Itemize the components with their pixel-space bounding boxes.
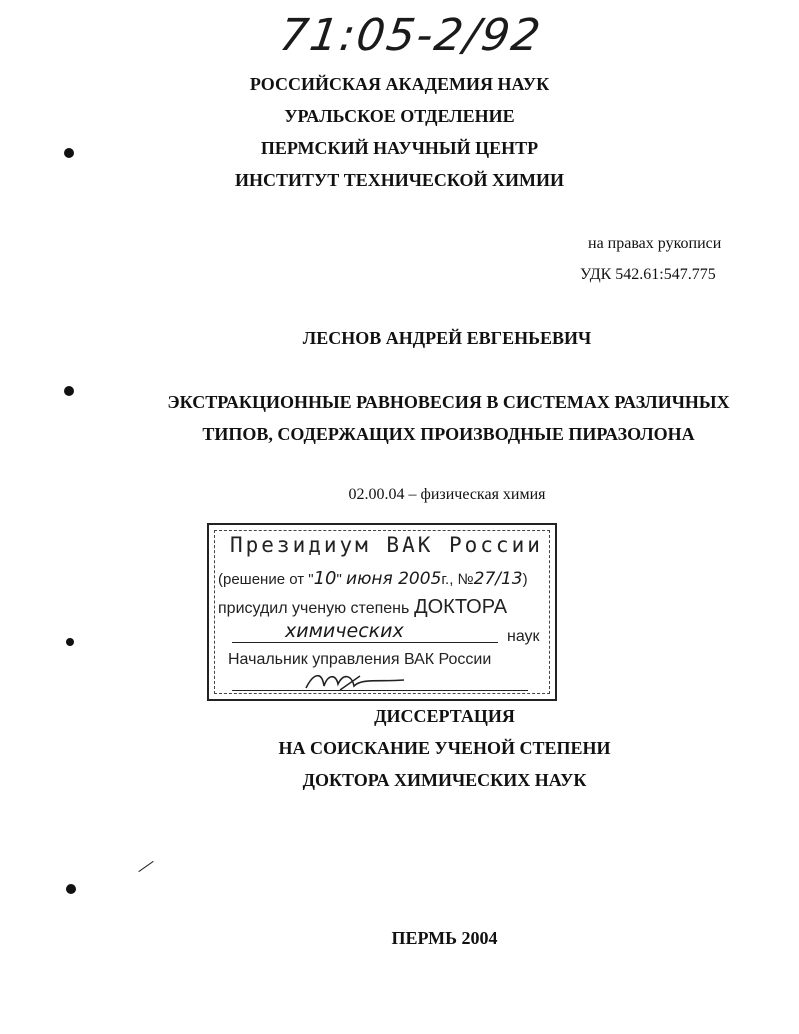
decision-year-suffix: г., № (441, 571, 474, 588)
thesis-degree-line-2: ДОКТОРА ХИМИЧЕСКИХ НАУК (302, 770, 587, 790)
manuscript-rights: на правах рукописи (588, 235, 722, 252)
field-suffix: наук (507, 628, 540, 645)
udk-code: УДК 542.61:547.775 (580, 266, 716, 283)
header-line-1: РОССИЙСКАЯ АКАДЕМИЯ НАУК (249, 74, 550, 94)
decision-mid: " (336, 571, 342, 588)
decision-end: ) (522, 571, 528, 588)
thesis-title-line-1: ЭКСТРАКЦИОННЫЕ РАВНОВЕСИЯ В СИСТЕМАХ РАЗЛИЧНЫХ (167, 392, 730, 412)
awarded-label: присудил ученую степень (218, 600, 410, 617)
city-year: ПЕРМЬ 2004 (391, 928, 498, 948)
vak-chief-line: Начальник управления ВАК России (228, 651, 492, 668)
punch-hole-4 (66, 884, 76, 894)
field-handwritten: химических (285, 620, 404, 642)
header-line-4: ИНСТИТУТ ТЕХНИЧЕСКОЙ ХИМИИ (234, 170, 565, 190)
decision-month: июня 2005 (346, 569, 442, 589)
scan-mark (138, 861, 153, 872)
punch-hole-1 (64, 148, 74, 158)
header-line-2: УРАЛЬСКОЕ ОТДЕЛЕНИЕ (284, 106, 515, 126)
vak-awarded-line (218, 596, 507, 619)
vak-stamp-title: Президиум ВАК России (230, 533, 543, 557)
vak-decision-line (218, 568, 528, 589)
decision-number: 27/13 (473, 569, 523, 589)
thesis-type: ДИССЕРТАЦИЯ (374, 706, 515, 726)
thesis-degree-line-1: НА СОИСКАНИЕ УЧЕНОЙ СТЕПЕНИ (278, 738, 611, 758)
archive-code: 71:05-2/92 (276, 10, 546, 61)
punch-hole-3 (66, 638, 74, 646)
degree-label: ДОКТОРА (414, 596, 508, 618)
field-underline (232, 642, 498, 643)
punch-hole-2 (64, 386, 74, 396)
decision-day: 10 (313, 568, 337, 589)
decision-prefix: (решение от " (218, 571, 314, 588)
author-name: ЛЕСНОВ АНДРЕЙ ЕВГЕНЬЕВИЧ (302, 328, 592, 348)
signature-underline (232, 690, 528, 691)
specialty-code: 02.00.04 – физическая химия (348, 486, 546, 503)
header-line-3: ПЕРМСКИЙ НАУЧНЫЙ ЦЕНТР (260, 138, 539, 158)
thesis-title-line-2: ТИПОВ, СОДЕРЖАЩИХ ПРОИЗВОДНЫЕ ПИРАЗОЛОНА (202, 424, 695, 444)
